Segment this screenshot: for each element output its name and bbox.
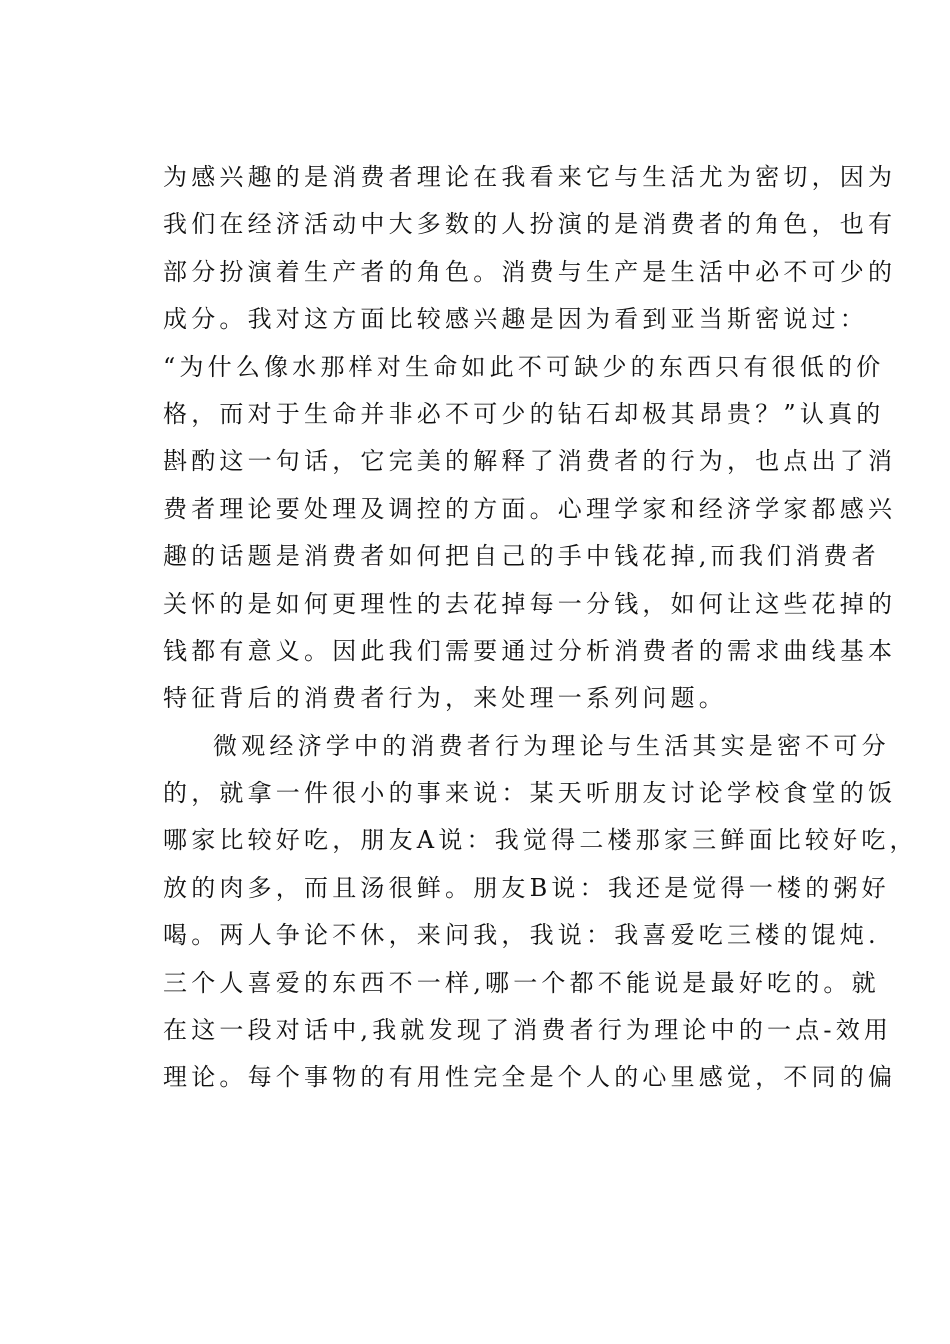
text-line: 特征背后的消费者行为，来处理一系列问题。	[163, 684, 727, 713]
text-line: 部分扮演着生产者的角色。消费与生产是生活中必不可少的	[163, 257, 897, 286]
body-text	[163, 154, 918, 1102]
text-line: 关怀的是如何更理性的去花掉每一分钱，如何让这些花掉的	[163, 589, 897, 618]
paragraph-2	[163, 723, 918, 1102]
text-line: 喝。两人争论不休，来问我，我说：我喜爱吃三楼的馄炖.	[163, 921, 880, 950]
paragraph-1	[163, 154, 897, 723]
text-line: 格，而对于生命并非必不可少的钻石却极其昂贵？”认真的	[163, 399, 885, 428]
text-line: 钱都有意义。因此我们需要通过分析消费者的需求曲线基本	[163, 636, 897, 665]
text-line: 在这一段对话中,我就发现了消费者行为理论中的一点-效用	[163, 1016, 893, 1045]
text-line: 放的肉多，而且汤很鲜。朋友B说：我还是觉得一楼的粥好	[163, 873, 890, 902]
text-line: 的，就拿一件很小的事来说：某天听朋友讨论学校食堂的饭	[163, 779, 897, 808]
text-line: 哪家比较好吃，朋友A说：我觉得二楼那家三鲜面比较好吃，	[163, 826, 918, 855]
text-line: “为什么像水那样对生命如此不可缺少的东西只有很低的价	[163, 352, 885, 381]
text-line: 费者理论要处理及调控的方面。心理学家和经济学家都感兴	[163, 494, 897, 523]
text-line: 趣的话题是消费者如何把自己的手中钱花掉,而我们消费者	[163, 542, 880, 571]
text-line: 我们在经济活动中大多数的人扮演的是消费者的角色，也有	[163, 210, 897, 239]
text-line: 为感兴趣的是消费者理论在我看来它与生活尤为密切，因为	[163, 163, 897, 191]
text-line: 三个人喜爱的东西不一样,哪一个都不能说是最好吃的。就	[163, 968, 880, 997]
text-line: 成分。我对这方面比较感兴趣是因为看到亚当斯密说过：	[163, 305, 868, 334]
text-line: 微观经济学中的消费者行为理论与生活其实是密不可分	[213, 731, 890, 760]
text-line: 理论。每个事物的有用性完全是个人的心里感觉，不同的偏	[163, 1063, 897, 1092]
text-line: 斟酌这一句话，它完美的解释了消费者的行为，也点出了消	[163, 447, 897, 476]
